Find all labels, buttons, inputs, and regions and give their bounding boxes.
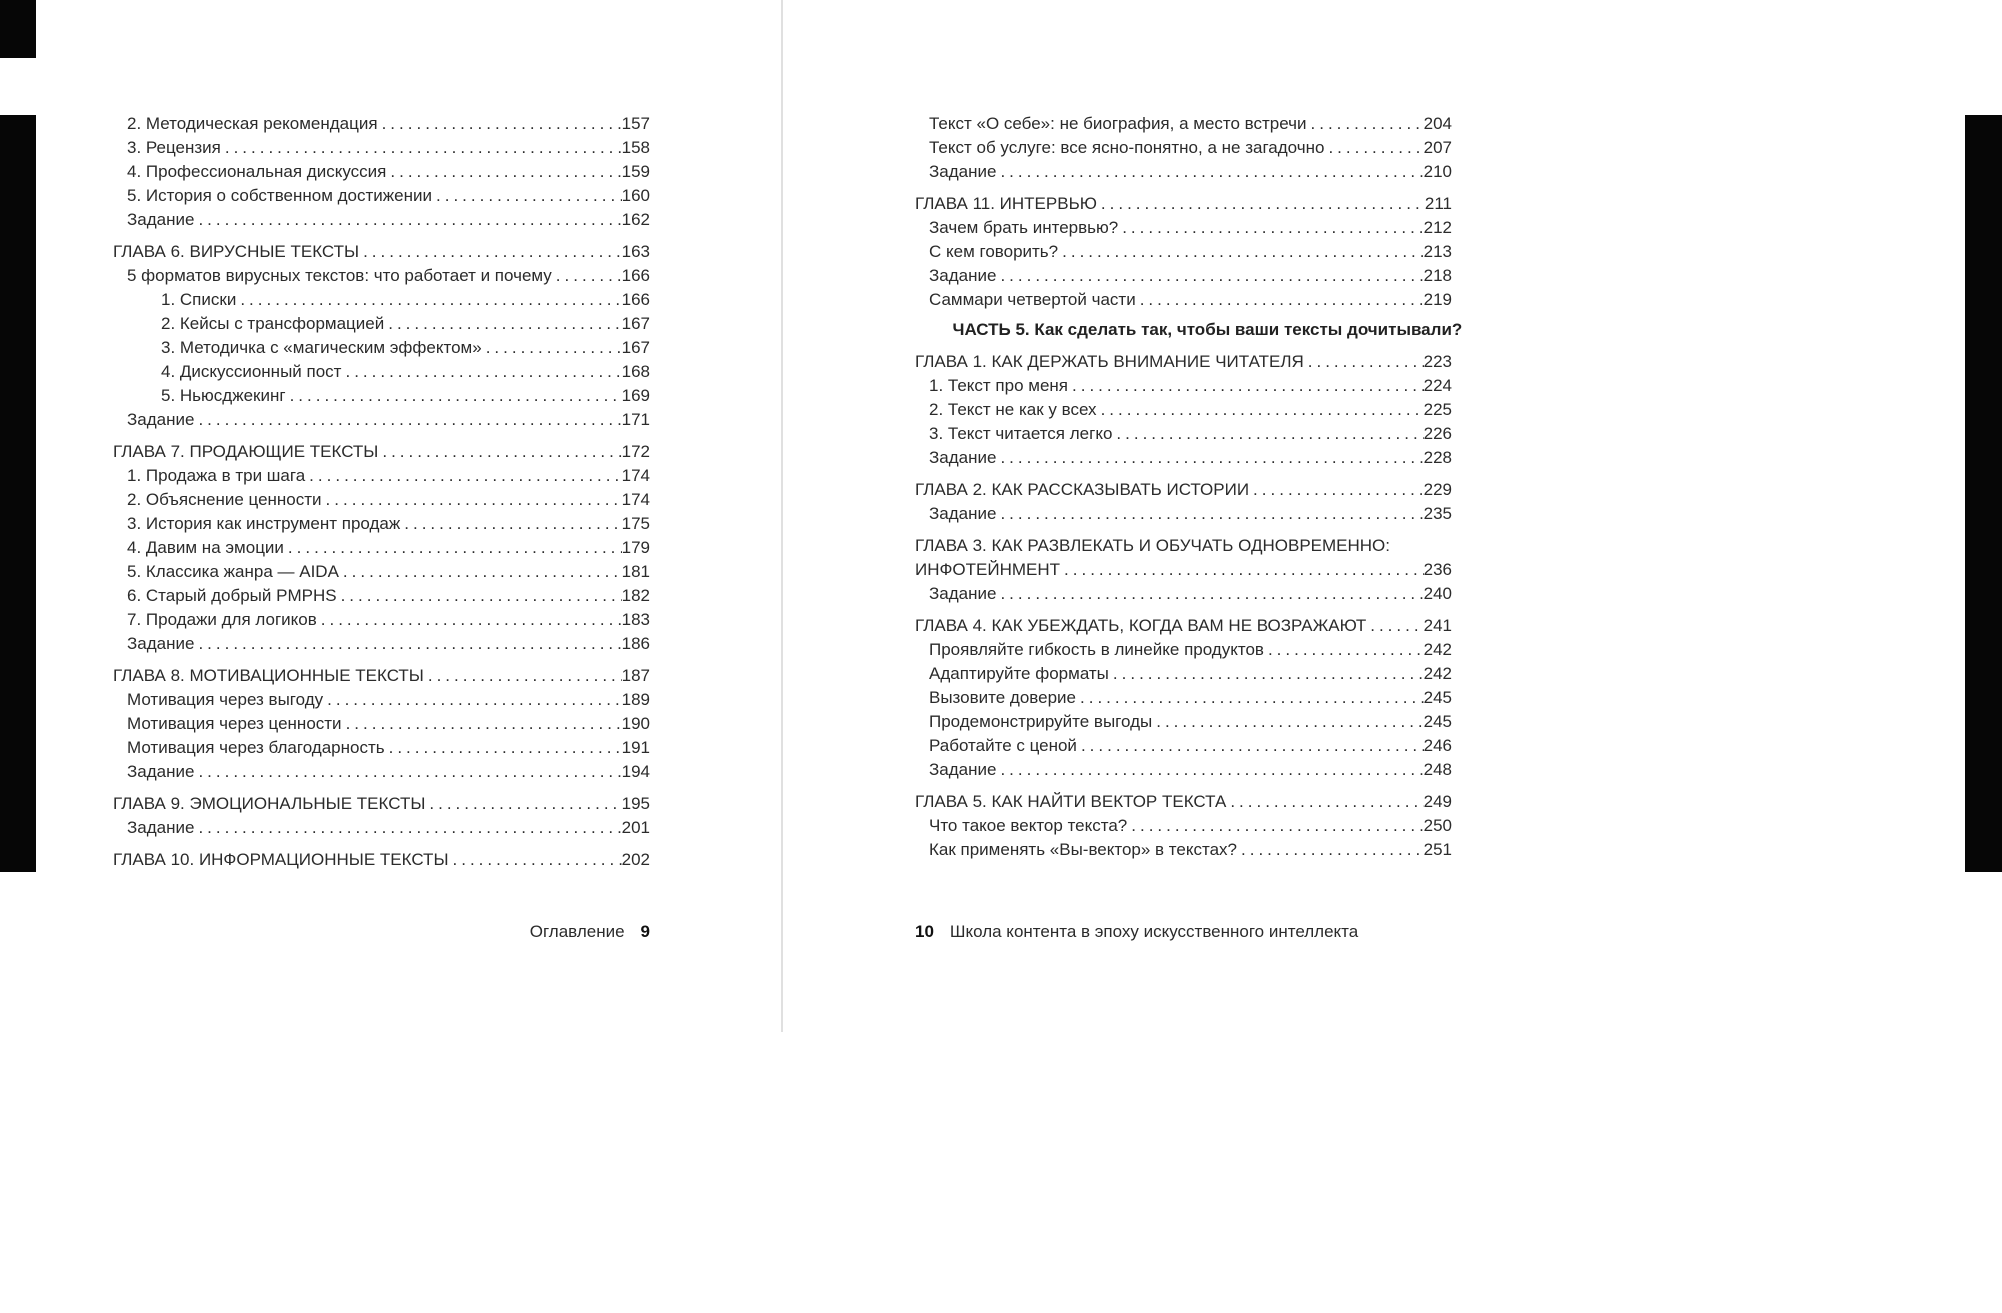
toc-entry [915, 216, 1452, 240]
toc-entry-page: 251 [1423, 840, 1452, 859]
toc-entry [113, 240, 650, 264]
toc-entry-label: Задание [929, 266, 997, 285]
toc-entry-page: 218 [1423, 266, 1452, 285]
toc-right-page [915, 112, 1463, 862]
toc-leader-dots [1077, 734, 1424, 758]
toc-entry-label: Задание [929, 504, 997, 523]
toc-leader-dots [1264, 638, 1424, 662]
toc-entry-label: Задание [929, 448, 997, 467]
toc-entry-label: 2. Объяснение ценности [127, 490, 322, 509]
toc-leader-dots [305, 464, 621, 488]
toc-entry-page: 179 [621, 538, 650, 557]
toc-entry-label: 4. Давим на эмоции [127, 538, 284, 557]
toc-entry-page: 242 [1423, 664, 1452, 683]
toc-entry-label: Что такое вектор текста? [929, 816, 1128, 835]
toc-entry-page: 162 [621, 210, 650, 229]
toc-leader-dots [996, 502, 1423, 526]
toc-leader-dots [1118, 216, 1423, 240]
toc-entry-page: 174 [621, 490, 650, 509]
toc-entry-label: ГЛАВА 2. КАК РАССКАЗЫВАТЬ ИСТОРИИ [915, 480, 1250, 499]
toc-entry-label: ГЛАВА 7. ПРОДАЮЩИЕ ТЕКСТЫ [113, 442, 379, 461]
toc-entry-label: Зачем брать интервью? [929, 218, 1119, 237]
toc-leader-dots [286, 384, 622, 408]
toc-entry [113, 360, 650, 384]
toc-entry-page: 204 [1423, 114, 1452, 133]
toc-entry-label: ГЛАВА 1. КАК ДЕРЖАТЬ ВНИМАНИЕ ЧИТАТЕЛЯ [915, 352, 1304, 371]
toc-entry-label: 1. Текст про меня [929, 376, 1068, 395]
toc-entry [113, 792, 650, 816]
toc-entry-label: 4. Профессиональная дискуссия [127, 162, 387, 181]
toc-entry [915, 710, 1452, 734]
footer-page-number-right: 10 [915, 922, 934, 941]
toc-leader-dots [323, 688, 622, 712]
toc-entry-page: 245 [1423, 688, 1452, 707]
toc-entry-label: 2. Кейсы с трансформацией [161, 314, 385, 333]
toc-leader-dots [194, 816, 621, 840]
toc-left-page [113, 112, 650, 872]
toc-entry-label: Задание [929, 584, 997, 603]
toc-entry-page: 167 [621, 338, 650, 357]
right-page-footer [915, 920, 1452, 944]
toc-entry-label: ГЛАВА 3. КАК РАЗВЛЕКАТЬ И ОБУЧАТЬ ОДНОВРЕМЕННО: [915, 536, 1391, 555]
toc-entry-page: 249 [1423, 792, 1452, 811]
toc-leader-dots [1226, 790, 1423, 814]
toc-entry [113, 184, 650, 208]
toc-entry [915, 734, 1452, 758]
toc-entry-label: 3. Методичка с «магическим эффектом» [161, 338, 482, 357]
toc-entry-label: Как применять «Вы-вектор» в текстах? [929, 840, 1237, 859]
toc-entry-page: 160 [621, 186, 650, 205]
toc-entry-page: 189 [621, 690, 650, 709]
toc-entry-page: 166 [621, 266, 650, 285]
toc-leader-dots [996, 264, 1423, 288]
toc-entry [113, 736, 650, 760]
toc-entry-label: 2. Методическая рекомендация [127, 114, 378, 133]
toc-leader-dots [342, 712, 622, 736]
toc-entry [113, 712, 650, 736]
toc-entry [113, 336, 650, 360]
print-mark-top-left [0, 0, 36, 58]
toc-leader-dots [996, 160, 1423, 184]
toc-entry-page: 187 [621, 666, 650, 685]
page-edge-bar-left [0, 115, 36, 872]
toc-entry-page: 201 [621, 818, 650, 837]
toc-entry [113, 464, 650, 488]
toc-entry [915, 790, 1452, 814]
footer-page-number-left: 9 [640, 922, 650, 941]
toc-leader-dots [1307, 112, 1424, 136]
toc-leader-dots [339, 560, 622, 584]
toc-entry-label: 3. Текст читается легко [929, 424, 1113, 443]
toc-entry-label: Текст об услуге: все ясно-понятно, а не загадочно [929, 138, 1325, 157]
toc-entry-page: 171 [621, 410, 650, 429]
toc-entry [113, 208, 650, 232]
toc-leader-dots [1060, 558, 1424, 582]
toc-entry-page: 195 [621, 794, 650, 813]
toc-entry [113, 848, 650, 872]
toc-leader-dots [378, 440, 621, 464]
toc-entry [113, 440, 650, 464]
toc-entry-label: ГЛАВА 6. ВИРУСНЫЕ ТЕКСТЫ [113, 242, 360, 261]
toc-entry-label: 1. Списки [161, 290, 237, 309]
toc-entry [915, 192, 1452, 216]
toc-leader-dots [385, 736, 622, 760]
page-divider [781, 0, 783, 1032]
toc-entry-page: 167 [621, 314, 650, 333]
toc-leader-dots [425, 792, 621, 816]
toc-leader-dots [1097, 192, 1425, 216]
part-heading [952, 318, 1463, 342]
toc-leader-dots [996, 582, 1423, 606]
toc-entry-label: 5. Классика жанра — AIDA [127, 562, 339, 581]
toc-leader-dots [1076, 686, 1424, 710]
toc-entry [915, 638, 1452, 662]
toc-leader-dots [378, 112, 622, 136]
toc-entry-page: 163 [621, 242, 650, 261]
toc-entry-page: 169 [621, 386, 650, 405]
toc-entry [113, 760, 650, 784]
toc-entry [915, 112, 1452, 136]
toc-entry-label: 1. Продажа в три шага [127, 466, 306, 485]
toc-entry-label: ГЛАВА 5. КАК НАЙТИ ВЕКТОР ТЕКСТА [915, 792, 1227, 811]
toc-entry-page: 174 [621, 466, 650, 485]
toc-entry-page: 172 [621, 442, 650, 461]
toc-entry-page: 181 [621, 562, 650, 581]
toc-entry [113, 312, 650, 336]
toc-entry-label: Задание [127, 818, 195, 837]
toc-leader-dots [194, 408, 621, 432]
toc-entry-page: 224 [1423, 376, 1452, 395]
toc-leader-dots [386, 160, 621, 184]
toc-entry-label: Задание [127, 410, 195, 429]
toc-leader-dots [359, 240, 622, 264]
toc-leader-dots [322, 488, 622, 512]
toc-entry-page: 229 [1423, 480, 1452, 499]
toc-entry-page: 191 [621, 738, 650, 757]
toc-leader-dots [236, 288, 621, 312]
toc-leader-dots [432, 184, 622, 208]
toc-entry-label: ГЛАВА 9. ЭМОЦИОНАЛЬНЫЕ ТЕКСТЫ [113, 794, 426, 813]
toc-entry [113, 584, 650, 608]
toc-entry [915, 478, 1452, 502]
toc-entry [113, 160, 650, 184]
toc-entry-label: 2. Текст не как у всех [929, 400, 1097, 419]
toc-leader-dots [1366, 614, 1423, 638]
toc-entry [915, 240, 1452, 264]
toc-leader-dots [317, 608, 622, 632]
toc-leader-dots [1324, 136, 1423, 160]
toc-entry [113, 664, 650, 688]
toc-entry [915, 288, 1452, 312]
toc-leader-dots [1136, 288, 1424, 312]
toc-entry-page: 226 [1423, 424, 1452, 443]
toc-entry [113, 488, 650, 512]
toc-entry [113, 688, 650, 712]
toc-entry-page: 235 [1423, 504, 1452, 523]
toc-entry [113, 136, 650, 160]
toc-entry [915, 398, 1452, 422]
toc-leader-dots [194, 632, 621, 656]
toc-entry-label: 5. История о собственном достижении [127, 186, 433, 205]
toc-entry [113, 288, 650, 312]
toc-entry [113, 536, 650, 560]
toc-entry-label: Адаптируйте форматы [929, 664, 1109, 683]
toc-entry [113, 560, 650, 584]
toc-leader-dots [1112, 422, 1423, 446]
toc-leader-dots [1237, 838, 1424, 862]
toc-entry-label: ЧАСТЬ 5. Как сделать так, чтобы ваши тексты дочитывали? [952, 320, 1463, 339]
toc-leader-dots [449, 848, 622, 872]
toc-entry-page: 245 [1423, 712, 1452, 731]
toc-entry-label: 3. Рецензия [127, 138, 221, 157]
toc-entry-label: Саммари четвертой части [929, 290, 1136, 309]
toc-entry [915, 374, 1452, 398]
toc-entry-page: 182 [621, 586, 650, 605]
toc-entry [915, 662, 1452, 686]
toc-entry-label: ИНФОТЕЙНМЕНТ [915, 560, 1061, 579]
toc-entry-page: 225 [1423, 400, 1452, 419]
toc-leader-dots [996, 446, 1423, 470]
toc-entry-page: 250 [1423, 816, 1452, 835]
toc-entry-page: 248 [1423, 760, 1452, 779]
toc-entry [915, 582, 1452, 606]
toc-entry-label: Задание [929, 162, 997, 181]
toc-entry [915, 350, 1452, 374]
toc-leader-dots [1152, 710, 1423, 734]
toc-entry-label: 5. Ньюсджекинг [161, 386, 286, 405]
toc-entry [915, 136, 1452, 160]
toc-leader-dots [221, 136, 622, 160]
toc-leader-dots [1127, 814, 1423, 838]
toc-entry-label: Продемонстрируйте выгоды [929, 712, 1153, 731]
toc-entry [915, 502, 1452, 526]
toc-leader-dots [482, 336, 622, 360]
toc-entry-label: 5 форматов вирусных текстов: что работает и почему [127, 266, 552, 285]
toc-entry-page: 236 [1423, 560, 1452, 579]
toc-entry-label: 4. Дискуссионный пост [161, 362, 342, 381]
toc-entry [915, 534, 1452, 558]
toc-entry-page: 240 [1423, 584, 1452, 603]
toc-leader-dots [1097, 398, 1424, 422]
toc-leader-dots [341, 360, 621, 384]
toc-entry-label: Мотивация через ценности [127, 714, 342, 733]
page-edge-bar-right [1965, 115, 2002, 872]
toc-entry-page: 159 [621, 162, 650, 181]
toc-entry [113, 384, 650, 408]
toc-entry-page: 190 [621, 714, 650, 733]
toc-entry [915, 558, 1452, 582]
toc-entry-label: Задание [929, 760, 997, 779]
toc-entry [915, 160, 1452, 184]
toc-entry-label: ГЛАВА 10. ИНФОРМАЦИОННЫЕ ТЕКСТЫ [113, 850, 449, 869]
toc-entry-label: ГЛАВА 4. КАК УБЕЖДАТЬ, КОГДА ВАМ НЕ ВОЗРАЖАЮТ [915, 616, 1367, 635]
toc-leader-dots [400, 512, 621, 536]
toc-entry-page: 223 [1423, 352, 1452, 371]
toc-entry [915, 422, 1452, 446]
toc-entry-page: 212 [1423, 218, 1452, 237]
toc-entry [113, 112, 650, 136]
toc-leader-dots [552, 264, 622, 288]
toc-entry-page: 175 [621, 514, 650, 533]
toc-leader-dots [1068, 374, 1424, 398]
toc-entry-page: 168 [621, 362, 650, 381]
toc-entry-page: 186 [621, 634, 650, 653]
toc-entry-label: Работайте с ценой [929, 736, 1077, 755]
toc-entry [113, 816, 650, 840]
toc-entry-label: Мотивация через выгоду [127, 690, 324, 709]
toc-leader-dots [1058, 240, 1424, 264]
toc-leader-dots [194, 760, 621, 784]
toc-entry-label: Текст «О себе»: не биография, а место встречи [929, 114, 1307, 133]
toc-leader-dots [384, 312, 621, 336]
toc-entry-page: 157 [621, 114, 650, 133]
toc-entry-label: Задание [127, 762, 195, 781]
toc-leader-dots [284, 536, 622, 560]
toc-entry [915, 758, 1452, 782]
toc-entry-page: 211 [1424, 194, 1452, 213]
toc-entry-page: 202 [621, 850, 650, 869]
toc-entry [113, 264, 650, 288]
toc-entry [915, 686, 1452, 710]
toc-entry [113, 608, 650, 632]
toc-entry-page: 228 [1423, 448, 1452, 467]
toc-entry-label: 3. История как инструмент продаж [127, 514, 401, 533]
toc-entry-label: ГЛАВА 11. ИНТЕРВЬЮ [915, 194, 1097, 213]
toc-entry-page: 241 [1423, 616, 1452, 635]
footer-section-title: Оглавление [529, 922, 625, 941]
toc-entry [113, 408, 650, 432]
toc-entry-label: Вызовите доверие [929, 688, 1076, 707]
toc-entry-label: Задание [127, 634, 195, 653]
toc-entry-label: 7. Продажи для логиков [127, 610, 317, 629]
toc-leader-dots [996, 758, 1423, 782]
toc-entry [915, 838, 1452, 862]
toc-entry-page: 158 [621, 138, 650, 157]
toc-entry-page: 194 [621, 762, 650, 781]
toc-entry-label: Проявляйте гибкость в линейке продуктов [929, 640, 1264, 659]
toc-entry [915, 264, 1452, 288]
toc-entry [113, 512, 650, 536]
footer-book-title: Школа контента в эпоху искусственного интеллекта [949, 922, 1359, 941]
toc-entry-page: 207 [1423, 138, 1452, 157]
toc-leader-dots [1304, 350, 1424, 374]
toc-entry-label: 6. Старый добрый PMPHS [127, 586, 337, 605]
toc-entry-page: 210 [1423, 162, 1452, 181]
toc-leader-dots [1109, 662, 1424, 686]
toc-entry [113, 632, 650, 656]
toc-entry [915, 446, 1452, 470]
toc-entry-page: 219 [1423, 290, 1452, 309]
toc-entry-page: 183 [621, 610, 650, 629]
toc-entry-page: 242 [1423, 640, 1452, 659]
left-page-footer [113, 920, 650, 944]
toc-entry-page: 166 [621, 290, 650, 309]
toc-entry-page: 246 [1423, 736, 1452, 755]
toc-entry-label: Задание [127, 210, 195, 229]
toc-entry-label: С кем говорить? [929, 242, 1059, 261]
toc-entry [915, 814, 1452, 838]
toc-leader-dots [337, 584, 622, 608]
toc-leader-dots [194, 208, 621, 232]
toc-leader-dots [424, 664, 622, 688]
toc-leader-dots [1249, 478, 1424, 502]
toc-entry-label: Мотивация через благодарность [127, 738, 385, 757]
toc-entry [915, 614, 1452, 638]
toc-entry-page: 213 [1423, 242, 1452, 261]
toc-entry-label: ГЛАВА 8. МОТИВАЦИОННЫЕ ТЕКСТЫ [113, 666, 424, 685]
